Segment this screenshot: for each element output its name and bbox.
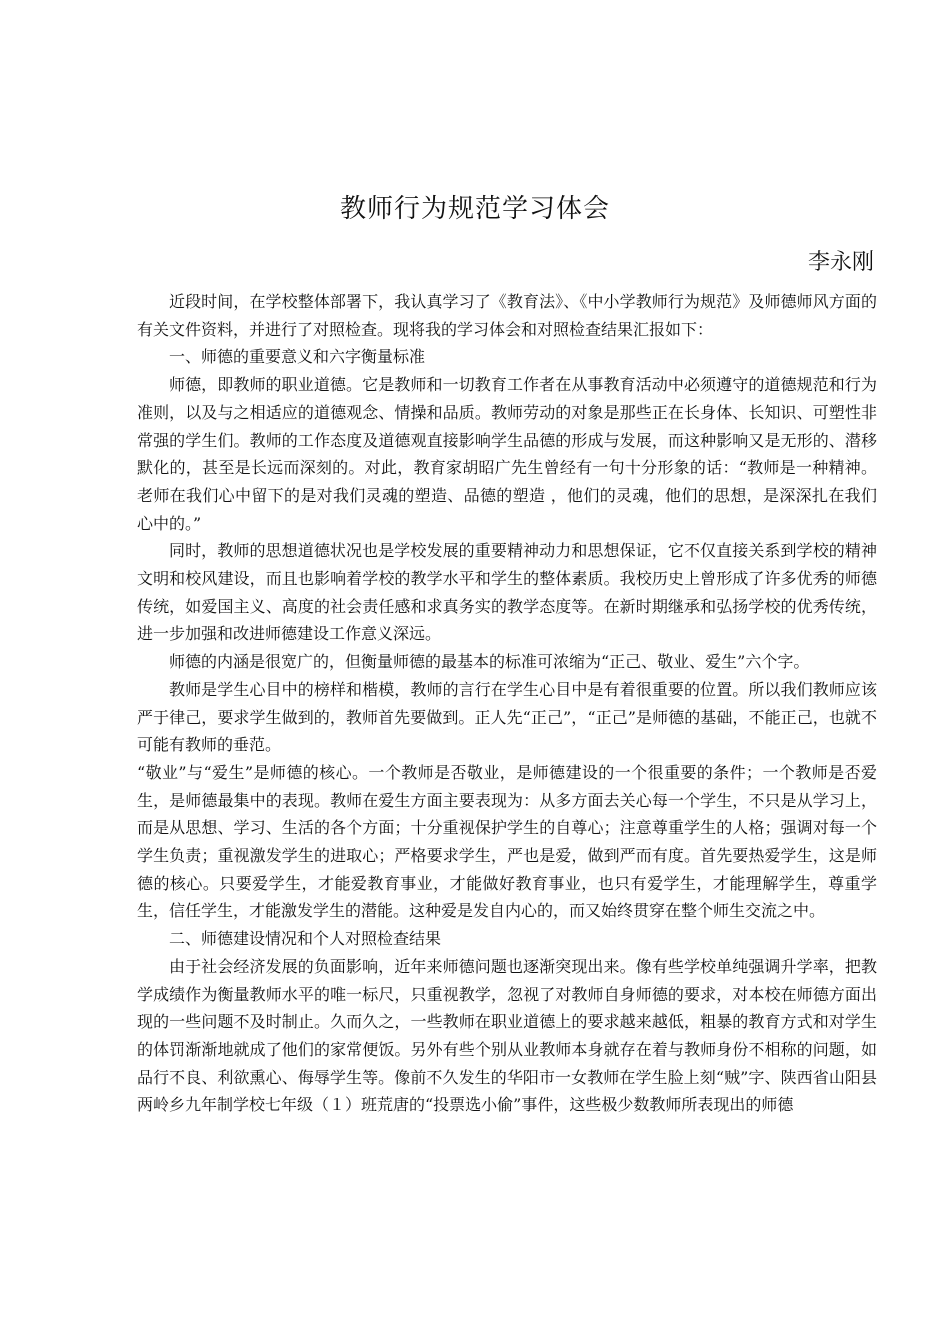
section-heading-1: 一、师德的重要意义和六字衡量标准 bbox=[169, 347, 426, 367]
section-heading-2: 二、师德建设情况和个人对照检查结果 bbox=[169, 929, 442, 949]
document-title: 教师行为规范学习体会 bbox=[339, 194, 610, 224]
document-body bbox=[137, 288, 877, 1119]
paragraph-intro: 近段时间，在学校整体部署下，我认真学习了《教育法》、《中小学教师行为规范》及师德师风方面的有关文件资料，并进行了对照检查。现将我的学习体会和对照检查结果汇报如下： bbox=[137, 292, 877, 339]
paragraph-six-characters: 师德的内涵是很宽广的，但衡量师德的最基本的标准可浓缩为“正己、敬业、爱生”六个字。 bbox=[169, 652, 810, 672]
paragraph-definition: 师德，即教师的职业道德。它是教师和一切教育工作者在从事教育活动中必须遵守的道德规范和行为准则，以及与之相适应的道德观念、情操和品质。教师劳动的对象是那些正在长身体、长知识、可塑性非常强的学生们。教师的工作态度及道德观直接影响学生品德的形成与发展，而这种影响又是无形的、潜移默化的，甚至是长远而深刻的。对此，教育家胡昭广先生曾经有一句十分形象的话：“教师是一种精神。老师在我们心中留下的是对我们灵魂的塑造、品德的塑造 ，他们的灵魂，他们的思想，是深深扎在我们心中的。” bbox=[137, 375, 877, 533]
document-author: 李永刚 bbox=[807, 250, 874, 275]
paragraph-importance: 同时，教师的思想道德状况也是学校发展的重要精神动力和思想保证，它不仅直接关系到学校的精神文明和校风建设，而且也影响着学校的教学水平和学生的整体素质。我校历史上曾形成了许多优秀的师德传统，如爱国主义、高度的社会责任感和求真务实的教学态度等。在新时期继承和弘扬学校的优秀传统，进一步加强和改进师德建设工作意义深远。 bbox=[137, 541, 877, 644]
paragraph-problems: 由于社会经济发展的负面影响，近年来师德问题也逐渐突现出来。像有些学校单纯强调升学率，把教学成绩作为衡量教师水平的唯一标尺，只重视教学，忽视了对教师自身师德的要求，对本校在师德方面出现的一些问题不及时制止。久而久之，一些教师在职业道德上的要求越来越低，粗暴的教育方式和对学生的体罚渐渐地就成了他们的家常便饭。另外有些个别从业教师本身就存在着与教师身份不相称的问题，如品行不良、利欲熏心、侮辱学生等。像前不久发生的华阳市一女教师在学生脸上刻“贼”字、陕西省山阳县两岭乡九年制学校七年级（１）班荒唐的“投票选小偷”事件，这些极少数教师所表现出的师德 bbox=[137, 956, 877, 1115]
paragraph-zhengji: 教师是学生心目中的榜样和楷模，教师的言行在学生心目中是有着很重要的位置。所以我们教师应该严于律己，要求学生做到的，教师首先要做到。正人先“正己”，“正己”是师德的基础，不能正己，也就不可能有教师的垂范。 bbox=[137, 679, 877, 755]
paragraph-jingye-aisheng: “敬业”与“爱生”是师德的核心。一个教师是否敬业，是师德建设的一个很重要的条件；一个教师是否爱生，是师德最集中的表现。教师在爱生方面主要表现为：从多方面去关心每一个学生，不只是从学习上，而是从思想、学习、生活的各个方面；十分重视保护学生的自尊心；注意尊重学生的人格；强调对每一个学生负责；重视激发学生的进取心；严格要求学生，严也是爱，做到严而有度。首先要热爱学生，这是师德的核心。只要爱学生，才能爱教育事业，才能做好教育事业，也只有爱学生，才能理解学生，尊重学生，信任学生，才能激发学生的潜能。这种爱是发自内心的，而又始终贯穿在整个师生交流之中。 bbox=[137, 762, 877, 921]
